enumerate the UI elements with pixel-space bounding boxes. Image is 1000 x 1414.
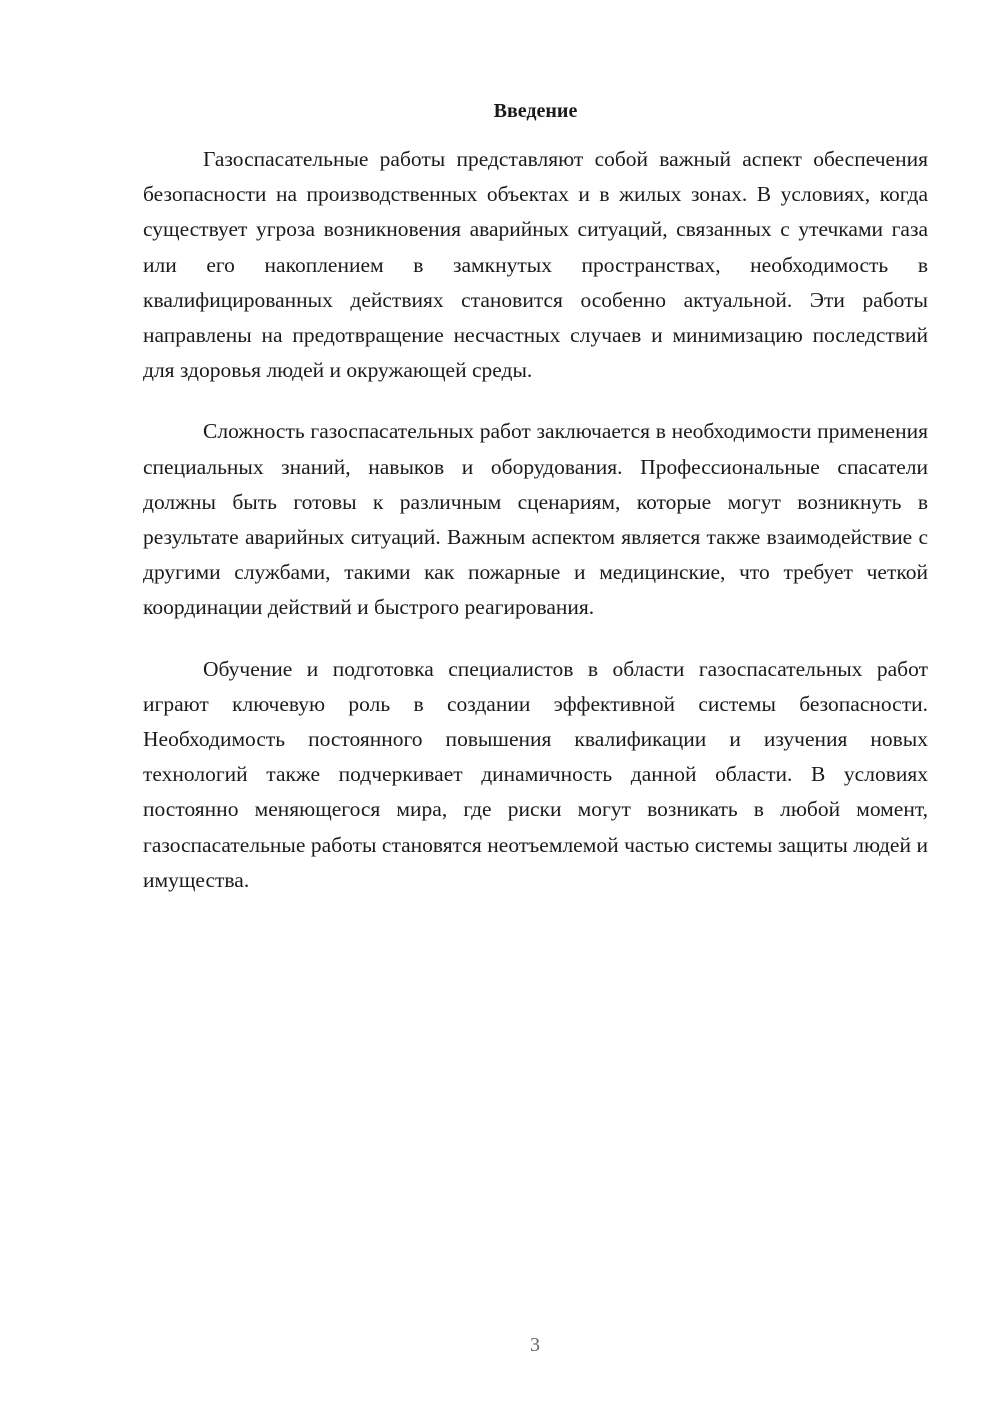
paragraph-2: Сложность газоспасательных работ заключается в необходимости применения специальных знаний, навыков и оборудования. Профессиональные спасатели должны быть готовы к различным сценариям, которые могут возникнуть в результате аварийных ситуаций. Важным аспектом является также взаимодействие с другими службами, такими как пожарные и медицинские, что требует четкой координации действий и быстрого реагирования. [143, 419, 928, 620]
section-title: Введение [493, 100, 578, 122]
paragraph-3: Обучение и подготовка специалистов в области газоспасательных работ играют ключевую роль в создании эффективной системы безопасности. Необходимость постоянного повышения квалификации и изучения новых технологий также подчеркивает динамичность данной области. В условиях постоянно меняющегося мира, где риски могут возникать в любой момент, газоспасательные работы становятся неотъемлемой частью системы защиты людей и имущества. [143, 656, 928, 892]
page-number: 3 [530, 1334, 540, 1356]
document-body [143, 142, 928, 924]
paragraph-1: Газоспасательные работы представляют собой важный аспект обеспечения безопасности на производственных объектах и в жилых зонах. В условиях, когда существует угроза возникновения аварийных ситуаций, связанных с утечками газа или его накоплением в замкнутых пространствах, необходимость в квалифицированных действиях становится особенно актуальной. Эти работы направлены на предотвращение несчастных случаев и минимизацию последствий для здоровья людей и окружающей среды. [143, 147, 928, 383]
